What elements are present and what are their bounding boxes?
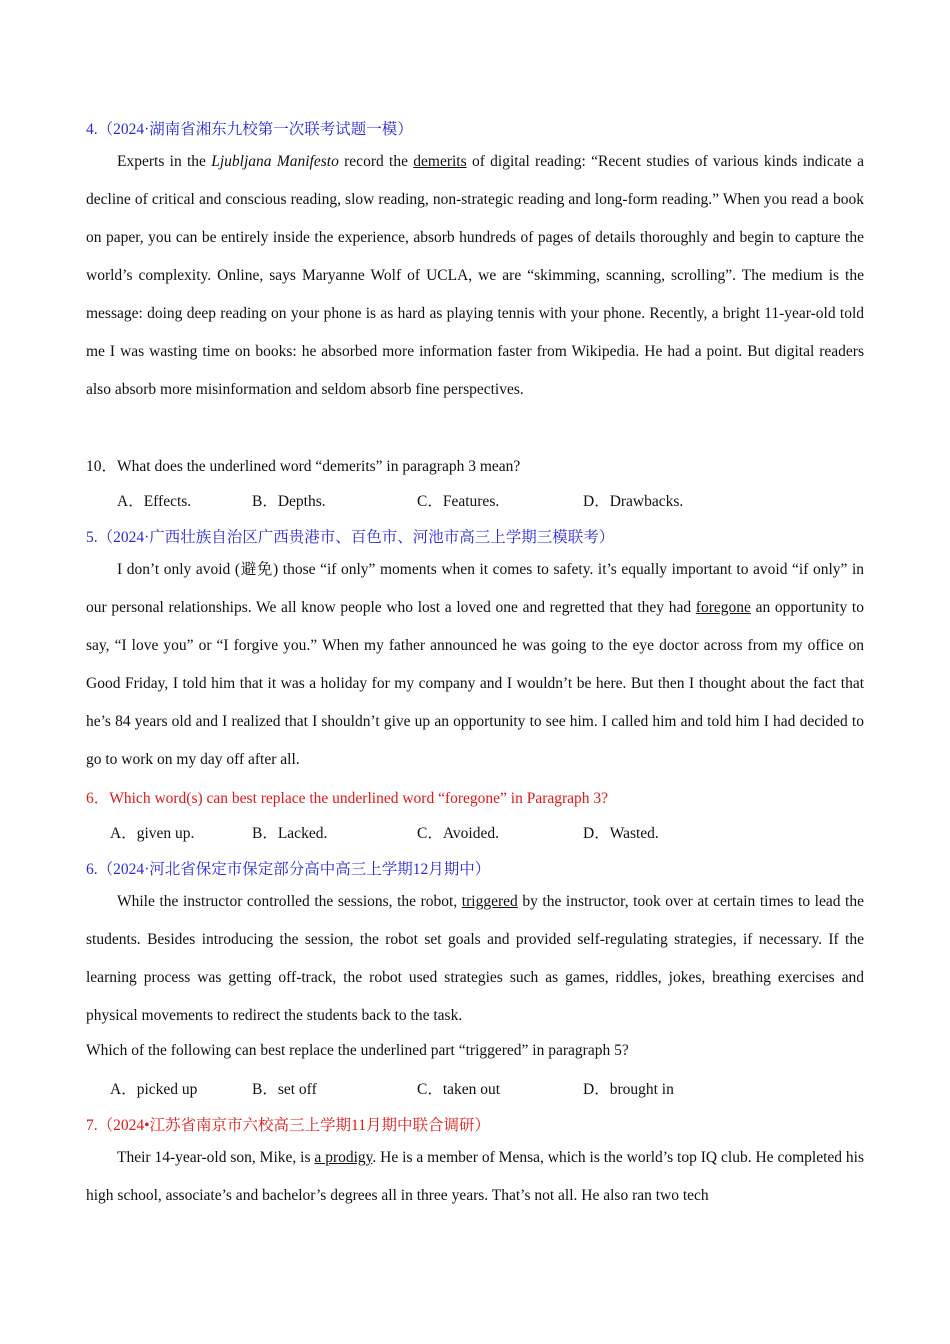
item-5-heading: 5.（2024·广西壮族自治区广西贵港市、百色市、河池市高三上学期三模联考） [86, 529, 615, 546]
underlined-phrase-a-prodigy: a prodigy [314, 1149, 373, 1166]
underlined-word-triggered: triggered [461, 893, 518, 910]
option-d[interactable]: D．Wasted. [583, 825, 659, 842]
item-6-heading: 6.（2024·河北省保定市保定部分高中高三上学期12月期中） [86, 861, 491, 878]
option-a[interactable]: A．Effects. [117, 493, 192, 510]
underlined-word-demerits: demerits [413, 153, 467, 170]
underlined-word-foregone: foregone [695, 599, 751, 616]
option-c[interactable]: C．taken out [417, 1081, 501, 1098]
option-b[interactable]: B．Depths. [252, 493, 326, 510]
option-c[interactable]: C．Features. [417, 493, 500, 510]
option-d[interactable]: D．Drawbacks. [583, 493, 684, 510]
item-7-heading: 7.（2024•江苏省南京市六校高三上学期11月期中联合调研） [86, 1117, 490, 1134]
option-c[interactable]: C．Avoided. [417, 825, 499, 842]
option-b[interactable]: B．Lacked. [252, 825, 328, 842]
item-4-passage: Experts in the Ljubljana Manifesto record the demerits of digital reading: “Recent studies of various kinds indicate a decline of critical and conscious reading, slow reading, non-strategic reading and long-form reading.” When you read a book on paper, you can be entirely inside the experience, absorb hundreds of pages of details thoroughly and begin to capture the world’s complexity. Online, says Maryanne Wolf of UCLA, we are “skimming, scanning, scrolling”. The medium is the message: doing deep reading on your phone is as hard as playing tennis with your phone. Recently, a bright 11-year-old told me I was wasting time on books: he absorbed more information faster from Wikipedia. He had a point. But digital readers also absorb more misinformation and seldom absorb fine perspectives. [86, 153, 864, 398]
item-6-question: Which of the following can best replace the underlined part “triggered” in paragraph 5? [86, 1042, 629, 1059]
item-5-passage: I don’t only avoid (避免) those “if only” moments when it comes to safety. it’s equally important to avoid “if only” in our personal relationships. We all know people who lost a loved one and regretted that they had foregone an opportunity to say, “I love you” or “I forgive you.” When my father announced he was going to the eye doctor across from my office on Good Friday, I told him that it was a holiday for my company and I wouldn’t be here. But then I thought about the fact that he’s 84 years old and I realized that I shouldn’t give up an opportunity to see him. I called him and told him I had decided to go to work on my day off after all. [86, 561, 864, 768]
item-7-passage: Their 14-year-old son, Mike, is a prodigy. He is a member of Mensa, which is the world’s top IQ club. He completed his high school, associate’s and bachelor’s degrees all in three years. That’s not all. He also ran two tech [86, 1149, 864, 1204]
italic-title: Ljubljana Manifesto [211, 153, 339, 170]
item-6-passage: While the instructor controlled the sessions, the robot, triggered by the instructor, took over at certain times to lead the students. Besides introducing the session, the robot set goals and provided self-regulating strategies, if necessary. If the learning process was getting off-track, the robot used strategies such as games, riddles, jokes, breathing exercises and physical movements to redirect the students back to the task. [86, 893, 864, 1024]
option-a[interactable]: A．given up. [110, 825, 195, 842]
item-4-question: 10．What does the underlined word “demerits” in paragraph 3 mean? [86, 458, 521, 475]
item-6-options [86, 1077, 864, 1099]
option-d[interactable]: D．brought in [583, 1081, 674, 1098]
item-4-heading: 4.（2024·湖南省湘东九校第一次联考试题一模） [86, 121, 413, 138]
option-b[interactable]: B．set off [252, 1081, 317, 1098]
option-a[interactable]: A．picked up [110, 1081, 198, 1098]
item-5-question: 6．Which word(s) can best replace the underlined word “foregone” in Paragraph 3? [86, 790, 609, 807]
item-5-options [86, 821, 864, 843]
item-4-options [86, 489, 864, 511]
